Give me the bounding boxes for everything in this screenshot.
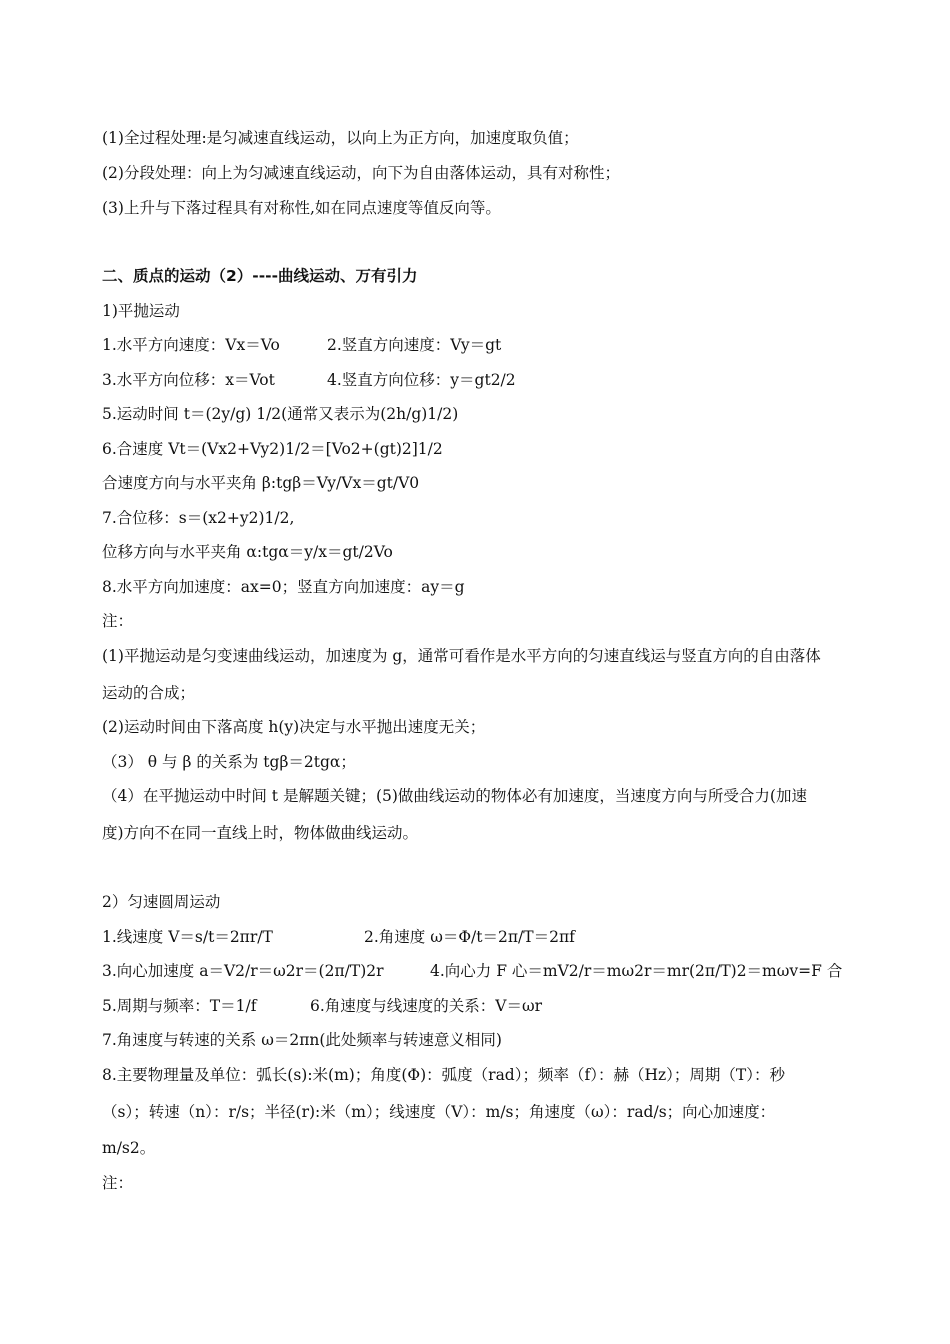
section-title: 二、质点的运动（2）----曲线运动、万有引力 bbox=[102, 267, 418, 285]
formula-horizontal-velocity: 1.水平方向速度：Vx＝Vo bbox=[102, 336, 280, 354]
formula-displacement-angle: 位移方向与水平夹角 α:tgα＝y/x＝gt/2Vo bbox=[102, 543, 393, 561]
units-line-3: m/s2。 bbox=[102, 1139, 156, 1157]
formula-linear-velocity: 1.线速度 V＝s/t＝2πr/T bbox=[102, 928, 273, 946]
formula-angular-velocity: 2.角速度 ω＝Φ/t＝2π/T＝2πf bbox=[364, 928, 575, 946]
formula-row bbox=[102, 961, 843, 981]
formula-acceleration: 8.水平方向加速度：ax=0；竖直方向加速度：ay＝g bbox=[102, 578, 465, 596]
note-line-3: (3)上升与下落过程具有对称性,如在同点速度等值反向等。 bbox=[102, 199, 501, 217]
formula-period-frequency: 5.周期与频率：T＝1/f bbox=[102, 997, 257, 1015]
formula-vertical-velocity: 2.竖直方向速度：Vy＝gt bbox=[327, 336, 502, 354]
formula-resultant-displacement: 7.合位移：s＝(x2+y2)1/2, bbox=[102, 509, 295, 527]
formula-centripetal-force: 4.向心力 F 心＝mV2/r＝mω2r＝mr(2π/T)2＝mωv=F 合 bbox=[430, 962, 843, 980]
formula-row bbox=[102, 335, 502, 355]
formula-angular-linear-relation: 6.角速度与线速度的关系：V＝ωr bbox=[310, 997, 543, 1015]
formula-resultant-velocity: 6.合速度 Vt＝(Vx2+Vy2)1/2＝[Vo2+(gt)2]1/2 bbox=[102, 440, 443, 458]
formula-row bbox=[102, 370, 516, 390]
formula-centripetal-acceleration: 3.向心加速度 a＝V2/r＝ω2r＝(2π/T)2r bbox=[102, 962, 384, 980]
projectile-note-2: (2)运动时间由下落高度 h(y)决定与水平抛出速度无关； bbox=[102, 718, 486, 736]
formula-row bbox=[102, 996, 543, 1016]
formula-horizontal-displacement: 3.水平方向位移：x＝Vot bbox=[102, 371, 275, 389]
projectile-note-1: (1)平抛运动是匀变速曲线运动，加速度为 g，通常可看作是水平方向的匀速直线运与竖直方向的自由落体 bbox=[102, 647, 821, 665]
formula-velocity-angle: 合速度方向与水平夹角 β:tgβ＝Vy/Vx＝gt/V0 bbox=[102, 474, 420, 492]
formula-angular-speed-rotation: 7.角速度与转速的关系 ω＝2πn(此处频率与转速意义相同) bbox=[102, 1031, 502, 1049]
note-label: 注： bbox=[102, 1174, 134, 1192]
projectile-note-4-cont: 度)方向不在同一直线上时，物体做曲线运动。 bbox=[102, 824, 419, 842]
projectile-note-3: （3） θ 与 β 的关系为 tgβ＝2tgα； bbox=[102, 753, 356, 771]
formula-row bbox=[102, 927, 575, 947]
units-line-1: 8.主要物理量及单位：弧长(s):米(m)；角度(Φ)：弧度（rad）；频率（f）：赫（Hz）；周期（T）：秒 bbox=[102, 1066, 785, 1084]
projectile-heading: 1)平抛运动 bbox=[102, 302, 180, 320]
projectile-note-1-cont: 运动的合成； bbox=[102, 684, 196, 702]
projectile-note-4: （4）在平抛运动中时间 t 是解题关键；(5)做曲线运动的物体必有加速度，当速度方向与所受合力(加速 bbox=[102, 787, 807, 805]
note-label: 注： bbox=[102, 612, 134, 630]
formula-time: 5.运动时间 t＝(2y/g) 1/2(通常又表示为(2h/g)1/2) bbox=[102, 405, 459, 423]
units-line-2: （s）；转速（n）：r/s；半径(r):米（m）；线速度（V）：m/s；角速度（ω）：rad/s；向心加速度： bbox=[102, 1103, 776, 1121]
note-line-1: (1)全过程处理:是匀减速直线运动，以向上为正方向，加速度取负值； bbox=[102, 129, 579, 147]
formula-vertical-displacement: 4.竖直方向位移：y＝gt2/2 bbox=[327, 371, 516, 389]
circular-heading: 2）匀速圆周运动 bbox=[102, 893, 221, 911]
note-line-2: (2)分段处理：向上为匀减速直线运动，向下为自由落体运动，具有对称性； bbox=[102, 164, 620, 182]
